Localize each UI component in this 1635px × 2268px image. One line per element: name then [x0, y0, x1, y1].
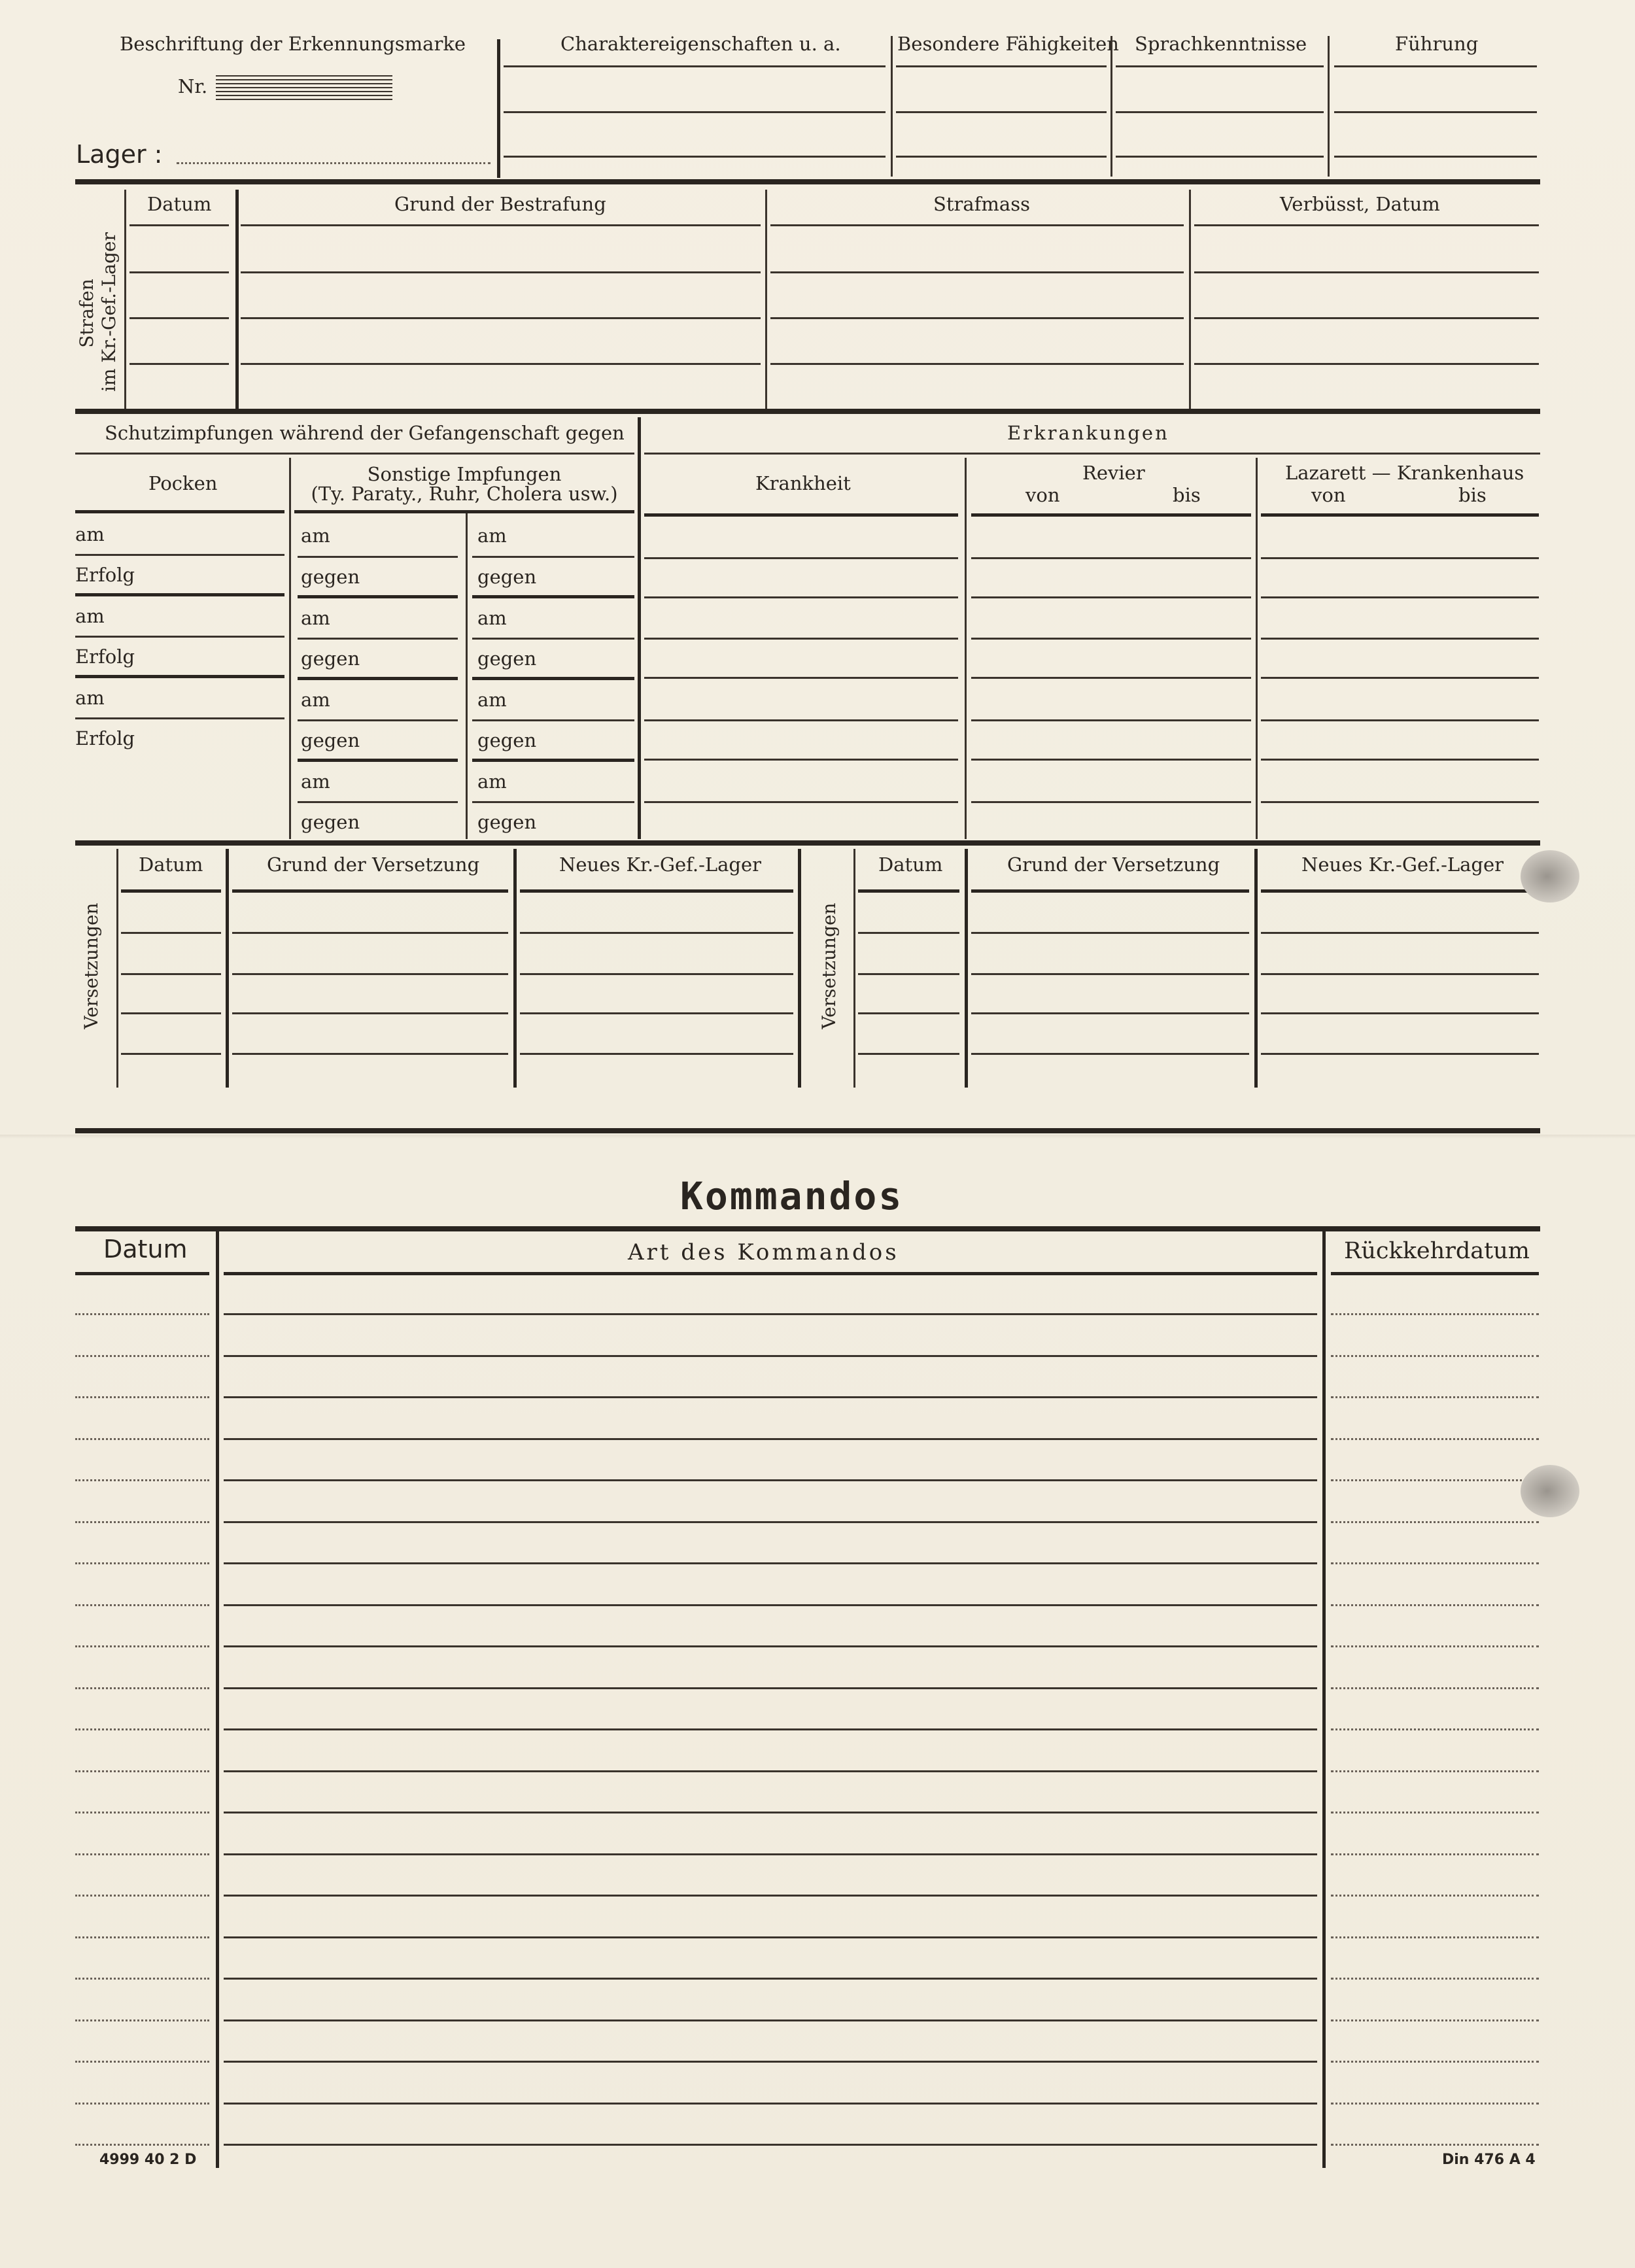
impf-row-label: gegen — [477, 647, 537, 670]
kommando-entry-line[interactable] — [75, 1562, 209, 1564]
kommando-entry-line[interactable] — [75, 1728, 209, 1730]
entry-line[interactable] — [298, 556, 458, 558]
col-divider — [1110, 36, 1112, 177]
entry-line[interactable] — [1261, 557, 1539, 559]
entry-line[interactable] — [1261, 759, 1539, 761]
kommando-entry-line[interactable] — [224, 1313, 1317, 1315]
entry-line[interactable] — [971, 719, 1251, 721]
section-rule — [75, 179, 1540, 184]
col-divider — [216, 1231, 219, 2168]
entry-line[interactable] — [770, 317, 1184, 319]
impf-row-label: gegen — [301, 566, 360, 588]
entry-line[interactable] — [971, 638, 1251, 640]
krankheit-label: Krankheit — [755, 472, 851, 494]
entry-line[interactable] — [644, 557, 958, 559]
kommando-entry-line[interactable] — [1331, 1770, 1539, 1772]
entry-line[interactable] — [644, 719, 958, 721]
kommando-entry-line[interactable] — [75, 2019, 209, 2021]
header-line — [224, 1272, 1317, 1275]
verbuesst-label: Verbüsst, Datum — [1280, 193, 1440, 215]
kommando-entry-line[interactable] — [1331, 1895, 1539, 1897]
versetzungen-side-label-right: Versetzungen — [818, 902, 840, 1029]
versetzung-datum-label-2: Datum — [878, 853, 943, 876]
kommando-entry-line[interactable] — [224, 1562, 1317, 1564]
impf-row-label: am — [301, 689, 330, 711]
versetzung-grund-label: Grund der Versetzung — [267, 853, 480, 876]
kommando-entry-line[interactable] — [75, 1396, 209, 1398]
impf-row-label: gegen — [301, 811, 360, 833]
kommando-entry-line[interactable] — [1331, 1355, 1539, 1357]
kommando-entry-line[interactable] — [75, 2103, 209, 2105]
kommando-entry-line[interactable] — [75, 1687, 209, 1689]
entry-line[interactable] — [896, 156, 1107, 158]
kommando-entry-line[interactable] — [1331, 2061, 1539, 2063]
entry-line[interactable] — [298, 677, 458, 680]
entry-line[interactable] — [472, 556, 634, 558]
strafen-side-text2: im Kr.-Gef.-Lager — [98, 232, 120, 392]
section-rule — [75, 1226, 1540, 1231]
entry-line[interactable] — [858, 973, 959, 975]
pocken-row-label: Erfolg — [75, 645, 135, 668]
impf-row-label: am — [477, 607, 507, 629]
charakter-label: Charaktereigenschaften u. a. — [560, 33, 841, 55]
entry-line[interactable] — [472, 719, 634, 721]
col-divider — [1256, 458, 1258, 839]
header-line — [520, 889, 793, 893]
entry-line[interactable] — [1261, 801, 1539, 803]
header-line — [1194, 224, 1539, 226]
header-line — [75, 510, 284, 513]
kommando-entry-line[interactable] — [75, 2144, 209, 2146]
kommando-entry-line[interactable] — [224, 1936, 1317, 1938]
kommandos-title: Kommandos — [680, 1174, 904, 1218]
kommando-entry-line[interactable] — [1331, 1853, 1539, 1855]
entry-line[interactable] — [770, 271, 1184, 273]
beschriftung-label: Beschriftung der Erkennungsmarke — [120, 33, 466, 55]
col-divider — [513, 849, 517, 1088]
header-line — [294, 510, 634, 513]
impf-row-label: gegen — [301, 729, 360, 751]
punch-hole — [1521, 1465, 1579, 1517]
kommando-entry-line[interactable] — [224, 2019, 1317, 2021]
col-divider — [965, 849, 968, 1088]
kommando-entry-line[interactable] — [224, 1853, 1317, 1855]
entry-line[interactable] — [1261, 973, 1539, 975]
kommando-entry-line[interactable] — [224, 1978, 1317, 1980]
section-rule — [75, 1128, 1540, 1133]
lazarett-bis-label: bis — [1458, 484, 1487, 506]
entry-line[interactable] — [858, 932, 959, 934]
entry-line[interactable] — [121, 1053, 221, 1055]
entry-line[interactable] — [1194, 271, 1539, 273]
kommando-entry-line[interactable] — [224, 1438, 1317, 1440]
versetzung-neues-label: Neues Kr.-Gef.-Lager — [559, 853, 762, 876]
kommando-entry-line[interactable] — [75, 1479, 209, 1481]
entry-line[interactable] — [770, 363, 1184, 365]
kommando-entry-line[interactable] — [75, 1604, 209, 1606]
strafen-side-label — [76, 232, 120, 392]
kommando-entry-line[interactable] — [224, 1645, 1317, 1647]
impf-title: Schutzimpfungen während der Gefangenschaft gegen — [105, 422, 625, 444]
lazarett-von-label: von — [1311, 484, 1346, 506]
header-line — [129, 224, 229, 226]
entry-line[interactable] — [241, 317, 761, 319]
entry-line[interactable] — [232, 1053, 508, 1055]
kommando-entry-line[interactable] — [75, 1438, 209, 1440]
header-line — [1116, 65, 1324, 67]
header-line — [971, 513, 1251, 517]
col-divider — [1322, 1231, 1326, 2168]
header-line — [241, 224, 761, 226]
strafen-datum-label: Datum — [147, 193, 212, 215]
header-line — [971, 889, 1249, 893]
header-line — [644, 453, 1540, 455]
entry-line[interactable] — [971, 932, 1249, 934]
faehigkeiten-label: Besondere Fähigkeiten — [897, 33, 1119, 55]
kommando-entry-line[interactable] — [224, 1396, 1317, 1398]
entry-line[interactable] — [896, 111, 1107, 113]
versetzungen-side-label-left: Versetzungen — [80, 902, 102, 1029]
kommando-entry-line[interactable] — [75, 2061, 209, 2063]
col-divider — [235, 190, 239, 409]
kommando-entry-line[interactable] — [1331, 1687, 1539, 1689]
entry-line[interactable] — [858, 1053, 959, 1055]
kommando-entry-line[interactable] — [224, 1604, 1317, 1606]
entry-line[interactable] — [858, 1012, 959, 1014]
kommando-entry-line[interactable] — [75, 1895, 209, 1897]
impf-row-label: gegen — [477, 811, 537, 833]
kommando-entry-line[interactable] — [1331, 2144, 1539, 2146]
fuehrung-label: Führung — [1395, 33, 1479, 55]
pocken-label: Pocken — [148, 472, 218, 494]
col-divider — [1189, 190, 1191, 409]
entry-line[interactable] — [232, 1012, 508, 1014]
impf-row-label: am — [301, 770, 330, 793]
impf-row-label: gegen — [477, 729, 537, 751]
impf-row-label: gegen — [301, 647, 360, 670]
pocken-row-label: am — [75, 687, 105, 709]
entry-line[interactable] — [1194, 363, 1539, 365]
kommando-entry-line[interactable] — [224, 1770, 1317, 1772]
entry-line[interactable] — [472, 638, 634, 640]
col-divider — [1328, 36, 1330, 177]
entry-line[interactable] — [1116, 156, 1324, 158]
nr-field[interactable] — [216, 75, 392, 101]
kommando-entry-line[interactable] — [1331, 1936, 1539, 1938]
col-divider — [226, 849, 229, 1088]
impf-row-label: gegen — [477, 566, 537, 588]
kommando-entry-line[interactable] — [1331, 1438, 1539, 1440]
header-line — [504, 65, 886, 67]
entry-line[interactable] — [298, 801, 458, 803]
entry-line[interactable] — [644, 596, 958, 598]
kommando-entry-line[interactable] — [1331, 1562, 1539, 1564]
revier-von-label: von — [1025, 484, 1060, 506]
impf-row-label: am — [477, 524, 507, 547]
entry-line[interactable] — [129, 271, 229, 273]
kommando-entry-line[interactable] — [1331, 1313, 1539, 1315]
header-line — [1334, 65, 1537, 67]
entry-line[interactable] — [241, 271, 761, 273]
header-line — [644, 513, 958, 517]
entry-line[interactable] — [75, 717, 284, 719]
kommando-entry-line[interactable] — [75, 1355, 209, 1357]
col-divider — [289, 458, 291, 839]
entry-line[interactable] — [504, 111, 886, 113]
header-line — [770, 224, 1184, 226]
entry-line[interactable] — [75, 636, 284, 638]
header-line — [75, 453, 634, 455]
kommando-entry-line[interactable] — [224, 1812, 1317, 1813]
header-divider — [497, 39, 500, 178]
kommando-entry-line[interactable] — [75, 1770, 209, 1772]
entry-line[interactable] — [1261, 1012, 1539, 1014]
nr-label: Nr. — [178, 75, 208, 97]
entry-line[interactable] — [644, 677, 958, 679]
entry-line[interactable] — [472, 759, 634, 762]
col-divider — [965, 458, 967, 839]
strafmass-label: Strafmass — [933, 193, 1030, 215]
kommando-entry-line[interactable] — [224, 1895, 1317, 1897]
kommando-entry-line[interactable] — [224, 1521, 1317, 1523]
header-line — [1261, 513, 1539, 517]
sonstige-sub-label: (Ty. Paraty., Ruhr, Cholera usw.) — [311, 483, 618, 505]
strafen-grund-label: Grund der Bestrafung — [394, 193, 606, 215]
entry-line[interactable] — [298, 719, 458, 721]
header-line — [1261, 889, 1539, 893]
entry-line[interactable] — [971, 1012, 1249, 1014]
kommando-entry-line[interactable] — [224, 2103, 1317, 2105]
kommando-entry-line[interactable] — [75, 1521, 209, 1523]
entry-line[interactable] — [1194, 317, 1539, 319]
kommando-entry-line[interactable] — [1331, 1978, 1539, 1980]
entry-line[interactable] — [232, 932, 508, 934]
entry-line[interactable] — [472, 801, 634, 803]
entry-line[interactable] — [644, 638, 958, 640]
entry-line[interactable] — [232, 973, 508, 975]
entry-line[interactable] — [971, 677, 1251, 679]
col-divider — [124, 190, 126, 409]
kommando-entry-line[interactable] — [224, 1355, 1317, 1357]
kommando-entry-line[interactable] — [1331, 2019, 1539, 2021]
col-divider — [116, 849, 118, 1088]
kommando-entry-line[interactable] — [224, 1728, 1317, 1730]
header-line — [1331, 1272, 1539, 1275]
entry-line[interactable] — [971, 759, 1251, 761]
versetzung-datum-label: Datum — [139, 853, 203, 876]
entry-line[interactable] — [1261, 677, 1539, 679]
entry-line[interactable] — [1261, 719, 1539, 721]
entry-line[interactable] — [504, 156, 886, 158]
entry-line[interactable] — [241, 363, 761, 365]
kommando-entry-line[interactable] — [75, 1313, 209, 1315]
entry-line[interactable] — [1261, 596, 1539, 598]
fold-crease — [0, 1135, 1635, 1139]
entry-line[interactable] — [129, 317, 229, 319]
impf-row-label: am — [477, 770, 507, 793]
kommando-entry-line[interactable] — [1331, 1812, 1539, 1813]
section-rule — [75, 840, 1540, 846]
kommandos-datum-label: Datum — [103, 1235, 188, 1263]
kommando-entry-line[interactable] — [224, 2061, 1317, 2063]
din-format: Din 476 A 4 — [1442, 2152, 1536, 2168]
kommando-entry-line[interactable] — [75, 1645, 209, 1647]
col-divider — [798, 849, 801, 1088]
pocken-row-label: Erfolg — [75, 564, 135, 586]
entry-line[interactable] — [520, 1012, 793, 1014]
lazarett-label: Lazarett — Krankenhaus — [1285, 462, 1524, 484]
kommando-entry-line[interactable] — [1331, 1604, 1539, 1606]
entry-line[interactable] — [520, 973, 793, 975]
impf-row-label: am — [477, 689, 507, 711]
kommando-entry-line[interactable] — [75, 1812, 209, 1813]
lager-label: Lager : — [76, 140, 163, 169]
col-divider — [1254, 849, 1258, 1088]
strafen-side-text: Strafen — [76, 279, 97, 348]
entry-line[interactable] — [472, 595, 634, 598]
entry-line[interactable] — [121, 1012, 221, 1014]
col-divider — [765, 190, 767, 409]
entry-line[interactable] — [971, 973, 1249, 975]
entry-line[interactable] — [644, 759, 958, 761]
kommandos-rueckkehr-label: Rückkehrdatum — [1344, 1238, 1530, 1264]
col-divider — [466, 513, 468, 839]
form-number: 4999 40 2 D — [99, 2152, 197, 2168]
revier-label: Revier — [1082, 462, 1145, 484]
entry-line[interactable] — [298, 638, 458, 640]
entry-line[interactable] — [971, 596, 1251, 598]
col-divider — [853, 849, 855, 1088]
kommando-entry-line[interactable] — [1331, 1645, 1539, 1647]
entry-line[interactable] — [75, 593, 284, 596]
versetzung-neues-label-2: Neues Kr.-Gef.-Lager — [1301, 853, 1504, 876]
revier-bis-label: bis — [1173, 484, 1201, 506]
impf-row-label: am — [301, 524, 330, 547]
punch-hole — [1521, 850, 1579, 902]
entry-line[interactable] — [1116, 111, 1324, 113]
entry-line[interactable] — [298, 759, 458, 762]
entry-line[interactable] — [75, 554, 284, 556]
entry-line[interactable] — [971, 557, 1251, 559]
kommando-entry-line[interactable] — [224, 1687, 1317, 1689]
erkrankungen-title: Erkrankungen — [1007, 422, 1169, 444]
kommando-entry-line[interactable] — [75, 1853, 209, 1855]
header-line — [75, 1272, 209, 1275]
entry-line[interactable] — [1261, 638, 1539, 640]
lager-field[interactable] — [177, 162, 490, 164]
kommando-entry-line[interactable] — [1331, 1479, 1539, 1481]
entry-line[interactable] — [1261, 932, 1539, 934]
entry-line[interactable] — [472, 677, 634, 680]
entry-line[interactable] — [971, 1053, 1249, 1055]
header-line — [232, 889, 508, 893]
versetzung-grund-label-2: Grund der Versetzung — [1007, 853, 1220, 876]
kommando-entry-line[interactable] — [75, 1936, 209, 1938]
col-divider — [891, 36, 893, 177]
kommando-entry-line[interactable] — [1331, 1521, 1539, 1523]
kommando-entry-line[interactable] — [1331, 2103, 1539, 2105]
kommando-entry-line[interactable] — [75, 1978, 209, 1980]
kommando-entry-line[interactable] — [1331, 1728, 1539, 1730]
entry-line[interactable] — [1261, 1053, 1539, 1055]
pocken-row-label: am — [75, 523, 105, 545]
sonstige-label: Sonstige Impfungen — [367, 463, 562, 485]
entry-line[interactable] — [971, 801, 1251, 803]
impf-row-label: am — [301, 607, 330, 629]
entry-line[interactable] — [121, 973, 221, 975]
entry-line[interactable] — [1334, 111, 1537, 113]
kommando-entry-line[interactable] — [224, 1479, 1317, 1481]
kommando-entry-line[interactable] — [224, 2144, 1317, 2146]
entry-line[interactable] — [520, 932, 793, 934]
entry-line[interactable] — [75, 675, 284, 678]
sprach-label: Sprachkenntnisse — [1135, 33, 1307, 55]
entry-line[interactable] — [121, 932, 221, 934]
kommandos-art-label: Art des Kommandos — [628, 1239, 899, 1265]
header-line — [858, 889, 959, 893]
section-rule — [75, 409, 1540, 414]
pocken-row-label: am — [75, 605, 105, 627]
pocken-row-label: Erfolg — [75, 727, 135, 749]
entry-line[interactable] — [1334, 156, 1537, 158]
entry-line[interactable] — [520, 1053, 793, 1055]
entry-line[interactable] — [298, 595, 458, 598]
entry-line[interactable] — [129, 363, 229, 365]
header-line — [896, 65, 1107, 67]
section-divider — [638, 417, 641, 839]
kommando-entry-line[interactable] — [1331, 1396, 1539, 1398]
header-line — [121, 889, 221, 893]
entry-line[interactable] — [644, 801, 958, 803]
